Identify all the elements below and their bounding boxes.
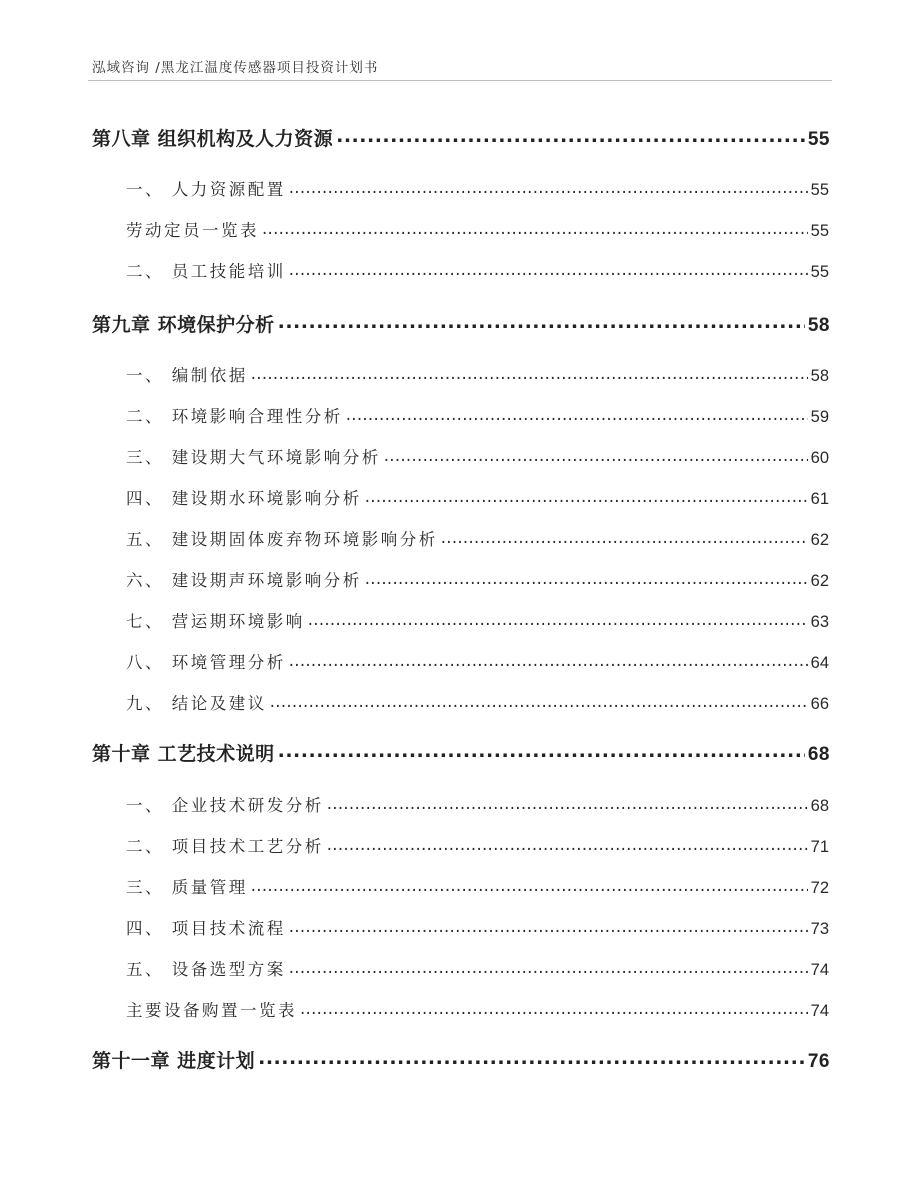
toc-chapter-10[interactable]: [92, 739, 830, 766]
toc-section[interactable]: [126, 792, 829, 816]
toc-page-number: 62: [810, 572, 829, 590]
dot-leader: [289, 261, 808, 278]
toc-section[interactable]: [126, 444, 829, 468]
dot-leader: [251, 877, 808, 894]
dot-leader: [289, 918, 808, 935]
toc-section[interactable]: [126, 833, 829, 857]
toc-page-number: 73: [810, 920, 829, 938]
toc-section[interactable]: [126, 258, 829, 282]
toc-page-number: 63: [810, 613, 829, 631]
dot-leader: [365, 488, 808, 505]
toc-entry-label: 四、 项目技术流程: [126, 919, 286, 938]
dot-leader: [300, 1000, 808, 1017]
dot-leader: [278, 312, 805, 331]
toc-entry-label: 二、 环境影响合理性分析: [126, 407, 343, 426]
toc-entry-label: 八、 环境管理分析: [126, 653, 286, 672]
dot-leader: [262, 220, 808, 237]
toc-page-number: 72: [810, 879, 829, 897]
toc-section[interactable]: [126, 403, 829, 427]
toc-section[interactable]: [126, 915, 829, 939]
toc-page-number: 71: [810, 838, 829, 856]
toc-section[interactable]: [126, 176, 829, 200]
toc-page-number: 55: [810, 263, 829, 281]
toc-entry-label: 主要设备购置一览表: [126, 1001, 297, 1020]
dot-leader: [441, 529, 808, 546]
toc-page-number: 55: [810, 222, 829, 240]
toc-entry-label: 九、 结论及建议: [126, 694, 267, 713]
toc-section[interactable]: [126, 485, 829, 509]
toc-page-number: 59: [810, 408, 829, 426]
toc-section[interactable]: [126, 997, 829, 1021]
toc-entry-label: 二、 员工技能培训: [126, 262, 286, 281]
toc-entry-label: 六、 建设期声环境影响分析: [126, 571, 362, 590]
toc-page-number: 61: [810, 490, 829, 508]
toc-entry-label: 三、 质量管理: [126, 878, 248, 897]
dot-leader: [289, 959, 808, 976]
toc-entry-label: 第八章 组织机构及人力资源: [92, 128, 334, 150]
toc-page-number: 74: [810, 961, 829, 979]
toc-page-number: 58: [807, 315, 830, 336]
dot-leader: [327, 836, 808, 853]
toc-page-number: 68: [807, 744, 830, 765]
toc-entry-label: 一、 编制依据: [126, 366, 248, 385]
toc-entry-label: 五、 设备选型方案: [126, 960, 286, 979]
toc-entry-label: 第十一章 进度计划: [92, 1050, 256, 1072]
toc-section[interactable]: [126, 217, 829, 241]
toc-chapter-9[interactable]: [92, 310, 830, 337]
dot-leader: [278, 741, 805, 760]
toc-entry-label: 一、 企业技术研发分析: [126, 796, 324, 815]
toc-section[interactable]: [126, 690, 829, 714]
toc-entry-label: 五、 建设期固体废弃物环境影响分析: [126, 530, 438, 549]
dot-leader: [308, 611, 808, 628]
toc-page-number: 64: [810, 654, 829, 672]
toc-section[interactable]: [126, 874, 829, 898]
toc-section[interactable]: [126, 956, 829, 980]
toc-page-number: 55: [807, 129, 830, 150]
toc-section[interactable]: [126, 649, 829, 673]
toc-entry-label: 三、 建设期大气环境影响分析: [126, 448, 381, 467]
toc-entry-label: 劳动定员一览表: [126, 221, 259, 240]
toc-section[interactable]: [126, 362, 829, 386]
dot-leader: [251, 365, 808, 382]
dot-leader: [327, 795, 808, 812]
running-header: 泓域咨询 /黑龙江温度传感器项目投资计划书: [92, 60, 379, 76]
dot-leader: [346, 406, 808, 423]
toc-section[interactable]: [126, 608, 829, 632]
toc-page-number: 58: [810, 367, 829, 385]
dot-leader: [365, 570, 808, 587]
toc-entry-label: 第九章 环境保护分析: [92, 314, 275, 336]
toc-page-number: 76: [807, 1051, 830, 1072]
toc-page-number: 74: [810, 1002, 829, 1020]
toc-entry-label: 七、 营运期环境影响: [126, 612, 305, 631]
toc-page-number: 68: [810, 797, 829, 815]
dot-leader: [258, 1048, 805, 1067]
toc-entry-label: 二、 项目技术工艺分析: [126, 837, 324, 856]
toc-page-number: 60: [810, 449, 829, 467]
toc-section[interactable]: [126, 526, 829, 550]
toc-page-number: 66: [810, 695, 829, 713]
dot-leader: [270, 693, 808, 710]
toc-chapter-11[interactable]: [92, 1046, 830, 1073]
toc-section[interactable]: [126, 567, 829, 591]
toc-page-number: 62: [810, 531, 829, 549]
toc-page-number: 55: [810, 181, 829, 199]
toc-entry-label: 四、 建设期水环境影响分析: [126, 489, 362, 508]
dot-leader: [336, 126, 805, 145]
dot-leader: [289, 652, 808, 669]
toc-entry-label: 一、 人力资源配置: [126, 180, 286, 199]
toc-chapter-8[interactable]: [92, 124, 830, 151]
toc-entry-label: 第十章 工艺技术说明: [92, 743, 275, 765]
header-divider: [88, 80, 832, 81]
dot-leader: [289, 179, 808, 196]
dot-leader: [384, 447, 808, 464]
